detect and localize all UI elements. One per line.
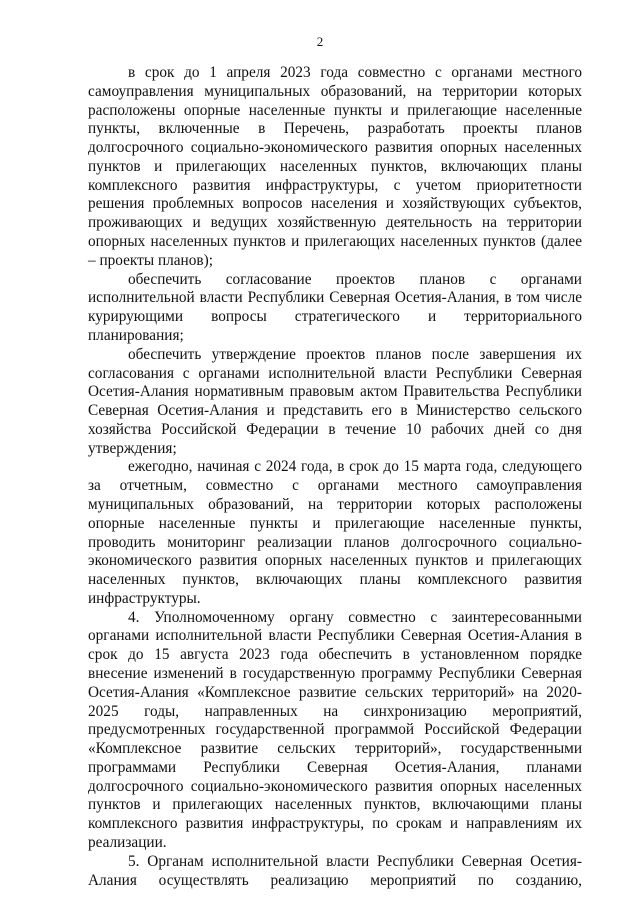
paragraph-approval-coordination: обеспечить согласование проектов планов с органами исполнительной власти Республики Северная Осетия-Алания, в том числе курирующими вопросы стратегического и территориального планирования;: [88, 270, 582, 344]
paragraph-item-5: 5. Органам исполнительной власти Республики Северная Осетия-Алания осуществлять реализацию мероприятий по созданию,: [88, 852, 582, 889]
paragraph-deadline-plans: в срок до 1 апреля 2023 года совместно с органами местного самоуправления муниципальных образований, на территории которых расположены опорные населенные пункты и прилегающие населенные пункты, включенные в Перечень, разработать проекты планов долгосрочного социально-экономического развития опорных населенных пунктов и прилегающих населенных пунктов, включающих планы комплексного развития инфраструктуры, с учетом приоритетности решения проблемных вопросов населения и хозяйствующих субъектов, проживающих и ведущих хозяйственную деятельность на территории опорных населенных пунктов и прилегающих населенных пунктов (далее – проекты планов);: [88, 64, 582, 269]
paragraph-plan-approval: обеспечить утверждение проектов планов после завершения их согласования с органами исполнительной власти Республики Северная Осетия-Алания нормативным правовым актом Правительства Республики Северная Осетия-Алания и представить его в Министерство сельского хозяйства Российской Федерации в течение 10 рабочих дней со дня утверждения;: [88, 345, 582, 457]
document-body: [88, 64, 582, 890]
page-number: 2: [316, 34, 324, 49]
paragraph-annual-monitoring: ежегодно, начиная с 2024 года, в срок до 15 марта года, следующего за отчетным, совместно с органами местного самоуправления муниципальных образований, на территории которых расположены опорные населенные пункты и прилегающие населенные пункты, проводить мониторинг реализации планов долгосрочного социально-экономического развития опорных населенных пунктов и прилегающих населенных пунктов, включающих планы комплексного развития инфраструктуры.: [88, 458, 582, 607]
paragraph-item-4: 4. Уполномоченному органу совместно с заинтересованными органами исполнительной власти Республики Северная Осетия-Алания в срок до 15 августа 2023 года обеспечить в установленном порядке внесение изменений в государственную программу Республики Северная Осетия-Алания «Комплексное развитие сельских территорий» на 2020-2025 годы, направленных на синхронизацию мероприятий, предусмотренных государственной программой Российской Федерации «Комплексное развитие сельских территорий», государственными программами Республики Северная Осетия-Алания, планами долгосрочного социально-экономического развития опорных населенных пунктов и прилегающих населенных пунктов, включающими планы комплексного развития инфраструктуры, по срокам и направлениям их реализации.: [88, 608, 582, 852]
